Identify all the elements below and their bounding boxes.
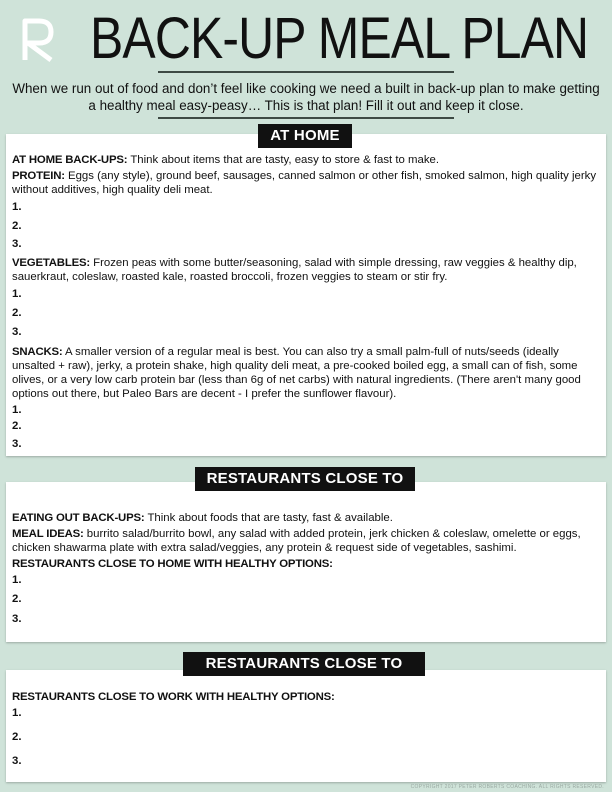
- protein-item-3[interactable]: 3.: [12, 238, 22, 250]
- intro-text: When we run out of food and don’t feel like cooking we need a built in back-up plan to make getting a healthy meal easy-peasy… This is that plan! Fill it out and keep it close.: [12, 81, 600, 113]
- near-home-item-3[interactable]: 3.: [12, 613, 22, 625]
- veg-item-2[interactable]: 2.: [12, 307, 22, 319]
- near-home-item-1[interactable]: 1.: [12, 574, 22, 586]
- home-backups-line: AT HOME BACK-UPS: Think about items that are tasty, easy to store & fast to make.: [12, 154, 440, 166]
- at-home-tag: AT HOME: [258, 124, 352, 148]
- title-underline: [158, 71, 454, 73]
- brand-logo: [20, 18, 56, 62]
- near-home-item-2[interactable]: 2.: [12, 593, 22, 605]
- meal-ideas-line: MEAL IDEAS: burrito salad/burrito bowl, any salad with added protein, jerk chicken & coleslaw, omelette or eggs, chicken shawarma plate with extra salad/veggies, any protein & request side of vegetables, sashimi.: [12, 528, 581, 554]
- near-home-options-label: RESTAURANTS CLOSE TO HOME WITH HEALTHY OPTIONS:: [12, 558, 333, 570]
- snacks-line: SNACKS: A smaller version of a regular meal is best. You can also try a small palm-full of nuts/seeds (ideally unsalted + raw), jerky, a protein shake, high quality deli meat, a pre-cooked boiled egg, a small can of fish, some olives, or a very low carb protein bar (less than 6g of net carbs) with natural ingredients. (There aren't many good options out there, but Paleo Bars are decent - I prefer the sunflower flavour).: [12, 346, 581, 400]
- snack-item-2[interactable]: 2.: [12, 420, 22, 432]
- eating-out-line: EATING OUT BACK-UPS: Think about foods that are tasty, fast & available.: [12, 512, 393, 524]
- near-work-item-1[interactable]: 1.: [12, 707, 22, 719]
- veg-item-1[interactable]: 1.: [12, 288, 22, 300]
- copyright-text: COPYRIGHT 2017 PETER ROBERTS COACHING. ALL RIGHTS RESERVED.: [410, 784, 604, 790]
- protein-item-1[interactable]: 1.: [12, 201, 22, 213]
- protein-line: PROTEIN: Eggs (any style), ground beef, sausages, canned salmon or other fish, smoked salmon, high quality jerky without additives, high quality deli meat.: [12, 170, 597, 196]
- snack-item-1[interactable]: 1.: [12, 404, 22, 416]
- veg-item-3[interactable]: 3.: [12, 326, 22, 338]
- near-work-tag: RESTAURANTS CLOSE TO WORK: [183, 652, 425, 676]
- protein-item-2[interactable]: 2.: [12, 220, 22, 232]
- near-work-item-3[interactable]: 3.: [12, 755, 22, 767]
- near-work-item-2[interactable]: 2.: [12, 731, 22, 743]
- snack-item-3[interactable]: 3.: [12, 438, 22, 450]
- intro-underline: [158, 117, 454, 119]
- near-work-options-label: RESTAURANTS CLOSE TO WORK WITH HEALTHY OPTIONS:: [12, 691, 335, 703]
- near-home-tag: RESTAURANTS CLOSE TO HOME: [195, 467, 415, 491]
- vegetables-line: VEGETABLES: Frozen peas with some butter/seasoning, salad with simple dressing, raw veggies & healthy dip, sauerkraut, coleslaw, roasted kale, roasted broccoli, frozen veggies to steam or stir fry.: [12, 257, 577, 283]
- page-title: BACK-UP MEAL PLAN: [90, 6, 589, 71]
- at-home-panel: [6, 134, 606, 456]
